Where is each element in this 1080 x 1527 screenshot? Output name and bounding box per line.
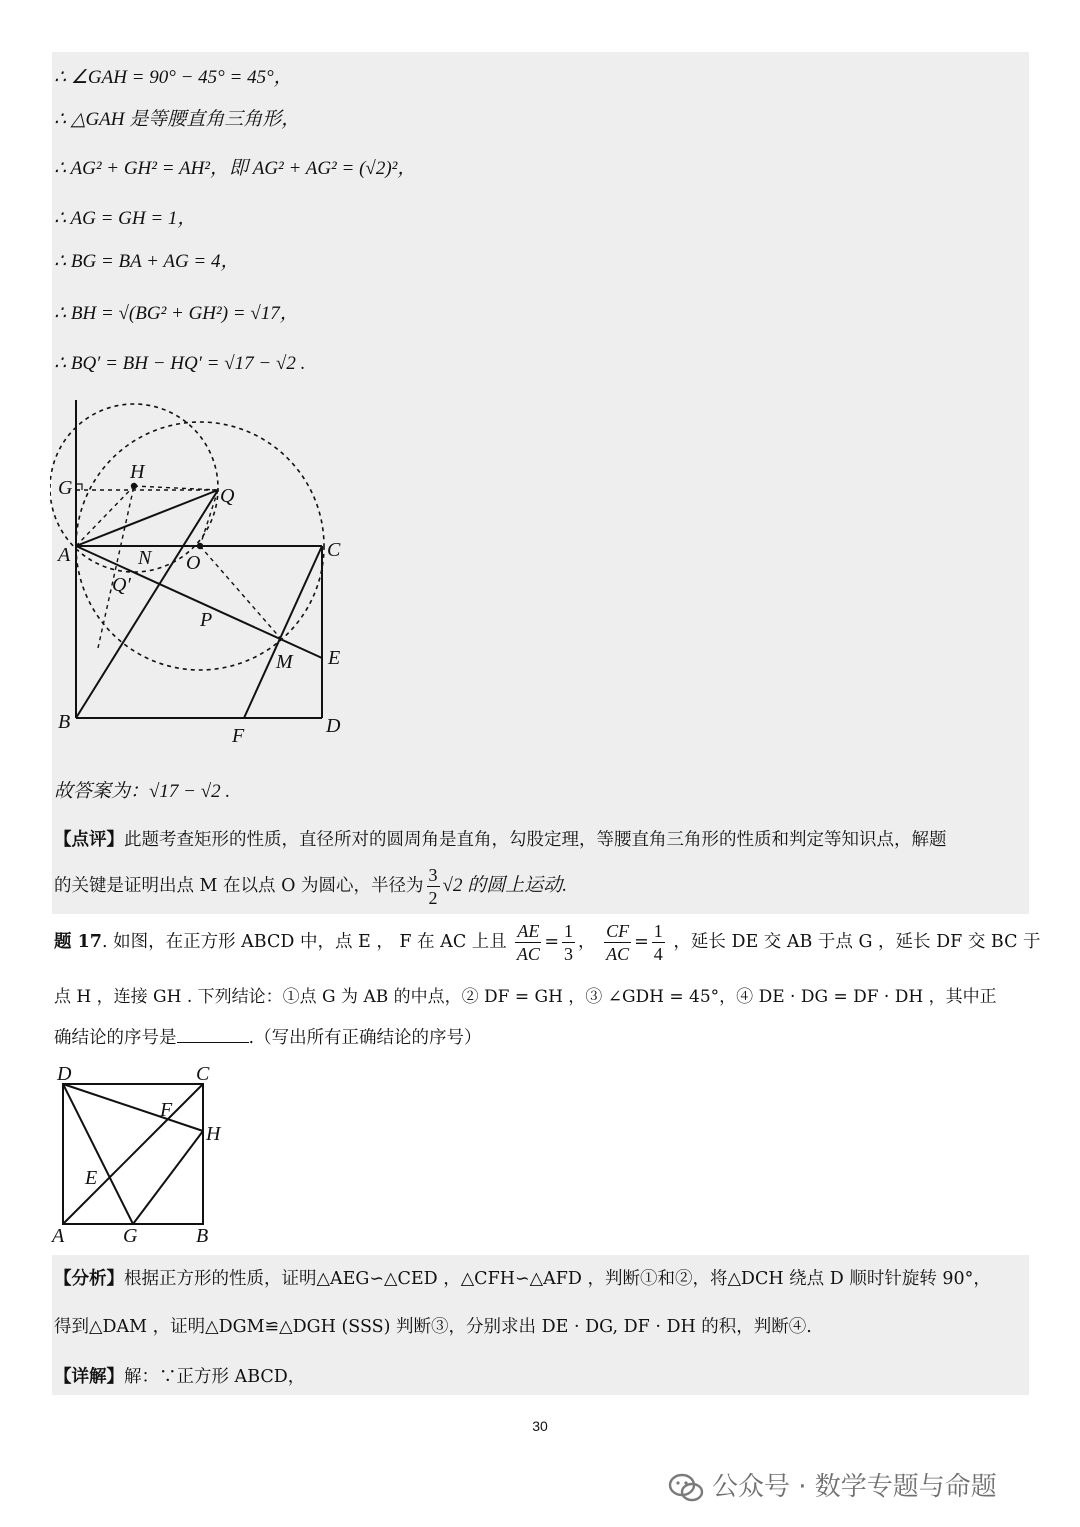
label-G: G	[123, 1225, 138, 1247]
detail-line: 【详解】解：∵正方形 ABCD，	[54, 1367, 306, 1387]
label-F: F	[232, 725, 245, 747]
fraction-one-third: $\frac{1}{3}$	[564, 921, 574, 964]
solution-line-1: ∴ ∠GAH = 90° − 45° = 45°，	[54, 67, 293, 88]
line-B-Q	[76, 490, 218, 718]
solution-line-6: ∴ BH = √(BG² + GH²) = √17，	[54, 303, 299, 324]
comment-text-2a: 的关键是证明出点 M 在以点 O 为圆心，半径为	[54, 876, 424, 896]
solution-line-5: ∴ BG = BA + AG = 4，	[54, 251, 240, 272]
comment-line-1	[54, 826, 947, 851]
label-H: H	[206, 1123, 221, 1145]
label-D: D	[326, 715, 341, 737]
label-F: F	[160, 1099, 173, 1121]
dash-A-H	[76, 486, 134, 546]
label-H: H	[130, 461, 145, 483]
label-D: D	[57, 1063, 72, 1085]
problem17-text-1b: ，延长 DE 交 AB 于点 G ，延长 DF 交 BC 于	[673, 932, 1041, 952]
label-N: N	[138, 547, 152, 569]
detail-tag: 【详解】	[54, 1367, 124, 1387]
comment-line-2	[54, 864, 567, 909]
label-O: O	[186, 552, 201, 574]
dash-Q-O	[200, 490, 218, 546]
label-G: G	[58, 477, 73, 499]
solution-line-4: ∴ AG = GH = 1，	[54, 208, 197, 229]
label-Q: Q	[220, 485, 235, 507]
label-A: A	[52, 1225, 65, 1247]
problem17-line-2: 点 H ，连接 GH . 下列结论：①点 G 为 AB 的中点，② DF = GH ，③ ∠GDH = 45°，④ DE · DG = DF · DH ，其中正	[54, 987, 997, 1007]
problem17-line-1: 题 17. 如图，在正方形 ABCD 中，点 E ， F 在 AC 上且 $\frac{AE}{AC}$ = $\frac{1}{3}$ ， $\frac{CF}{AC}$ = $\frac{1}{4}$ ，延长 DE 交 AB 于点 G ，延长 DF 交 BC 于	[54, 921, 1041, 964]
label-B: B	[196, 1225, 209, 1247]
label-A: A	[58, 544, 71, 566]
geometry-figure-rectangle-circles	[50, 398, 350, 758]
solution-line-7: ∴ BQ′ = BH − HQ′ = √17 − √2 .	[54, 353, 306, 374]
analysis-line-2: 得到△DAM ，证明△DGM≌△DGH (SSS) 判断③，分别求出 DE · DG, DF · DH 的积，判断④.	[54, 1317, 812, 1337]
fraction-CF-AC: $\frac{CF}{AC}$	[606, 921, 630, 964]
watermark	[668, 1466, 997, 1503]
analysis-line-1: 【分析】根据正方形的性质，证明△AEG∽△CED ，△CFH∽△AFD ，判断①和②，将△DCH 绕点 D 顺时针旋转 90°，	[54, 1269, 991, 1289]
fraction-AE-AC: $\frac{AE}{AC}$	[516, 921, 540, 964]
solution-line-3: ∴ AG² + GH² = AH²，即 AG² + AG² = (√2)²，	[54, 158, 417, 179]
label-B: B	[58, 711, 71, 733]
page-number: 30	[532, 1418, 548, 1434]
comment-text-2b: √2 的圆上运动.	[442, 875, 567, 896]
line-A-Q	[76, 490, 218, 546]
problem17-text-1a: . 如图，在正方形 ABCD 中，点 E ， F 在 AC 上且	[101, 932, 507, 952]
label-E: E	[328, 647, 341, 669]
point-H	[131, 483, 137, 489]
label-C: C	[327, 539, 341, 561]
point-O	[197, 543, 203, 549]
analysis-tag: 【分析】	[54, 1269, 124, 1289]
problem17-line-3: 确结论的序号是 .（写出所有正确结论的序号）	[54, 1028, 482, 1048]
diagonal-AC	[63, 1084, 203, 1224]
label-E: E	[85, 1167, 98, 1189]
line-F-C	[244, 546, 322, 718]
label-Q-prime: Q′	[112, 574, 131, 596]
answer-blank[interactable]	[177, 1026, 249, 1043]
problem17-label: 题 17	[54, 932, 102, 952]
label-C: C	[196, 1063, 210, 1085]
dash-O-M	[200, 546, 282, 640]
label-M: M	[276, 651, 293, 673]
geometry-figure-square	[48, 1060, 238, 1250]
comment-tag: 【点评】	[54, 830, 124, 850]
answer-line: 故答案为：√17 − √2 .	[54, 781, 231, 802]
wechat-icon	[668, 1473, 704, 1503]
solution-line-2: ∴ △GAH 是等腰直角三角形，	[54, 109, 301, 130]
line-G-H	[133, 1131, 203, 1224]
fraction-one-quarter: $\frac{1}{4}$	[653, 921, 663, 964]
comment-fraction: $\frac{3}{2}$	[428, 865, 438, 908]
watermark-text: 公众号 · 数学专题与命题	[712, 1472, 997, 1502]
label-P: P	[200, 609, 213, 631]
comment-text-1: 此题考查矩形的性质，直径所对的圆周角是直角，勾股定理，等腰直角三角形的性质和判定等知识点，解题	[124, 830, 947, 850]
